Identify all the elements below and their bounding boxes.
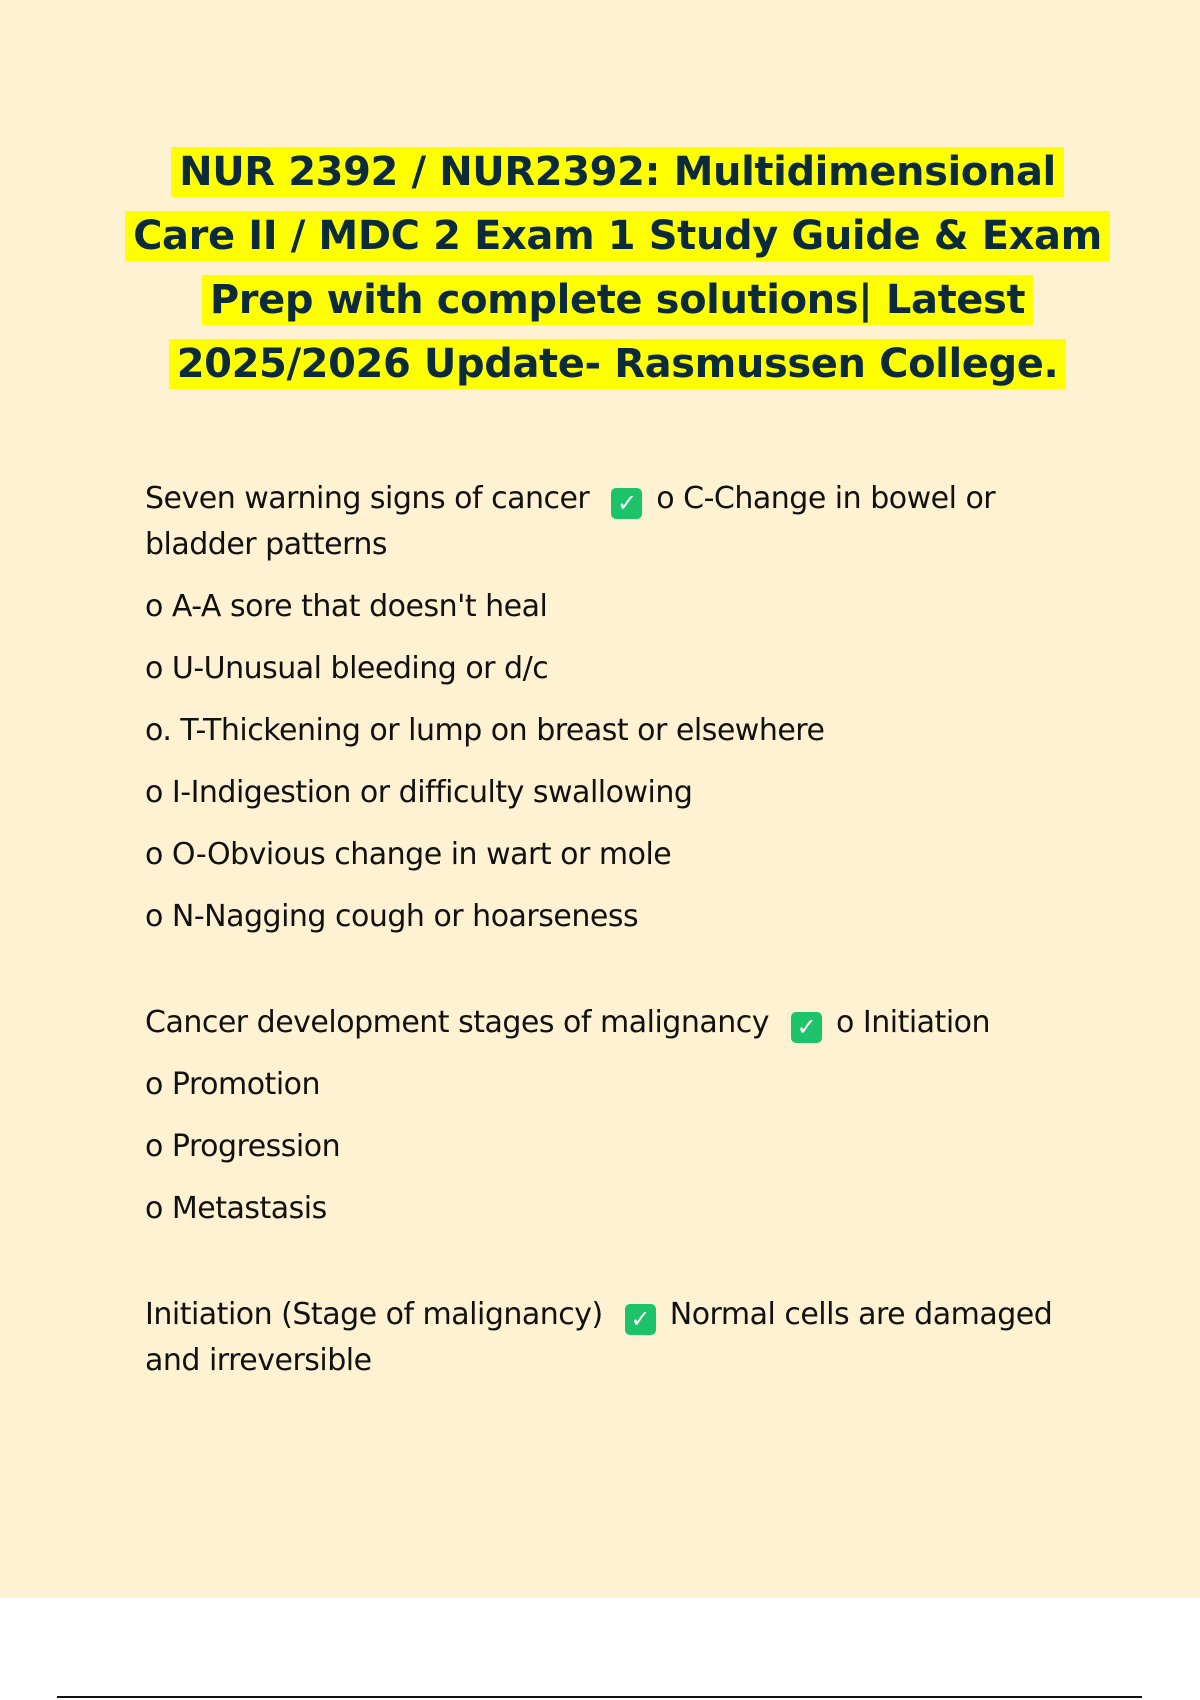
answer-item: o Metastasis bbox=[145, 1191, 327, 1226]
qa-question-line bbox=[145, 1292, 1075, 1384]
qa-question: Initiation (Stage of malignancy) bbox=[145, 1297, 603, 1332]
answer-item: o A-A sore that doesn't heal bbox=[145, 589, 548, 624]
answer-item: o. T-Thickening or lump on breast or elsewhere bbox=[145, 713, 825, 748]
answer-item: o U-Unusual bleeding or d/c bbox=[145, 651, 549, 686]
answer-item: o O-Obvious change in wart or mole bbox=[145, 837, 672, 872]
qa-answer: o C-Change in bowel or bladder patterns bbox=[145, 481, 996, 562]
answer-item: o Progression bbox=[145, 1129, 341, 1164]
qa-block-initiation bbox=[145, 1292, 1075, 1384]
qa-block-warning-signs bbox=[145, 476, 1075, 940]
answer-item: o N-Nagging cough or hoarseness bbox=[145, 899, 639, 934]
checkmark-icon: ✓ bbox=[625, 1304, 656, 1335]
document-title-text: NUR 2392 / NUR2392: Multidimensional Care II / MDC 2 Exam 1 Study Guide & Exam Prep with complete solutions| Latest 2025/2026 Update- Rasmussen College. bbox=[125, 147, 1110, 389]
qa-answer: o Initiation bbox=[835, 1005, 991, 1040]
qa-question-line bbox=[145, 476, 1075, 568]
answer-item: o I-Indigestion or difficulty swallowing bbox=[145, 775, 693, 810]
document-title bbox=[120, 140, 1115, 396]
checkmark-icon: ✓ bbox=[611, 488, 642, 519]
qa-content bbox=[145, 476, 1075, 1444]
qa-block-malignancy-stages bbox=[145, 1000, 1075, 1232]
qa-answer: Normal cells are damaged and irreversible bbox=[145, 1297, 1053, 1378]
answer-item: o Promotion bbox=[145, 1067, 321, 1102]
qa-question: Seven warning signs of cancer bbox=[145, 481, 590, 516]
qa-question: Cancer development stages of malignancy bbox=[145, 1005, 769, 1040]
footer-divider bbox=[57, 1696, 1142, 1698]
checkmark-icon: ✓ bbox=[791, 1012, 822, 1043]
qa-question-line bbox=[145, 1000, 1075, 1046]
